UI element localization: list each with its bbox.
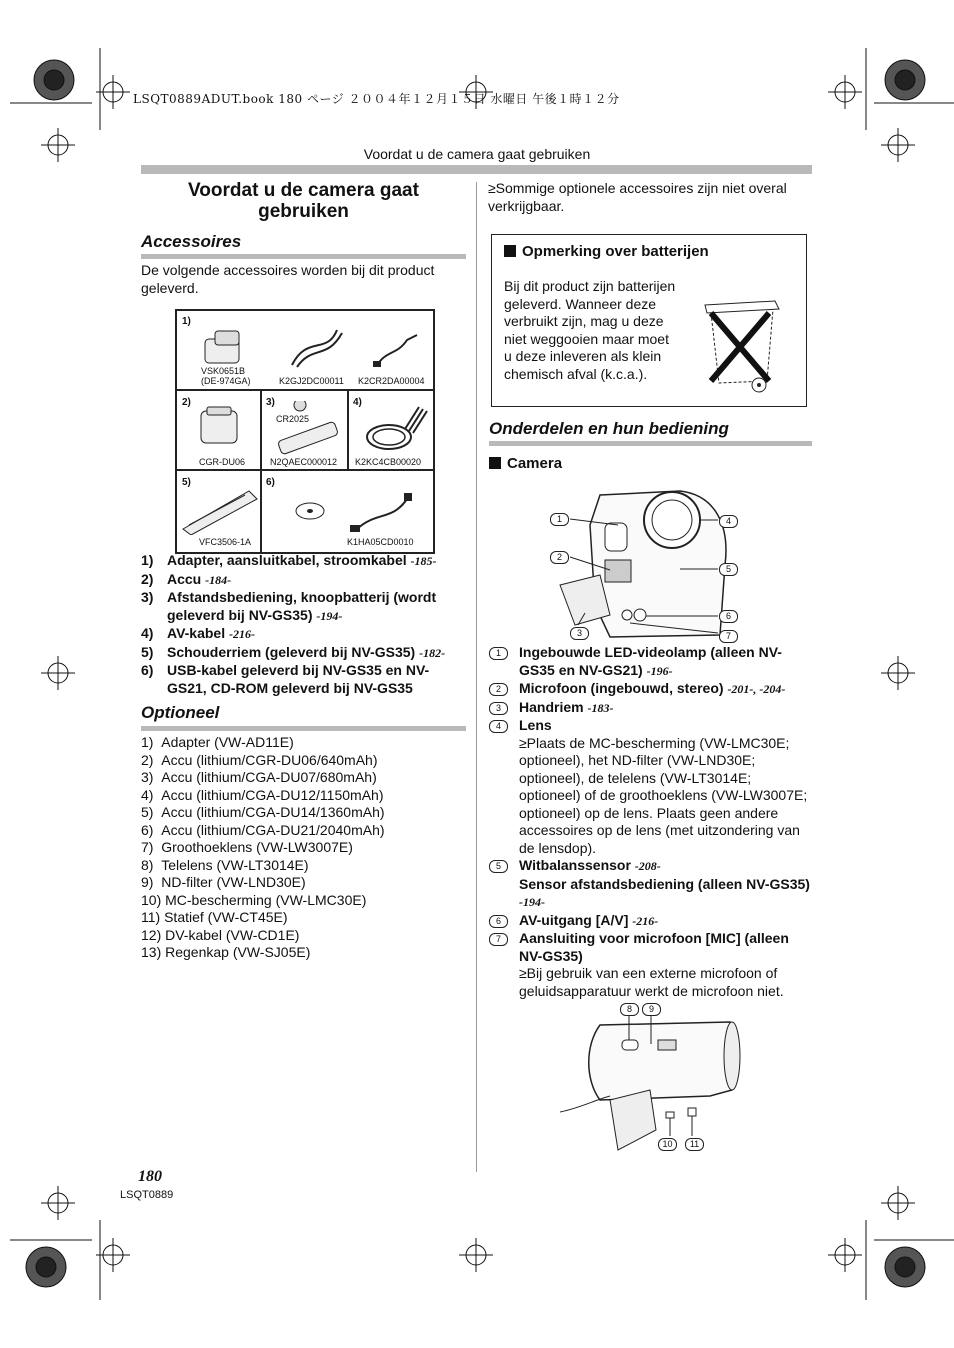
- accessories-figure: [175, 309, 435, 554]
- item-number: 6): [141, 662, 154, 678]
- list-item: [489, 912, 812, 931]
- list-item: 4) Accu (lithium/CGA-DU12/1150mAh): [141, 786, 384, 803]
- page-ref: -185-: [410, 554, 437, 568]
- callout-8: 8: [620, 1003, 639, 1016]
- page-ref: -216-: [229, 627, 255, 641]
- cell-number: 5): [182, 477, 191, 488]
- page-ref: -182-: [419, 645, 446, 660]
- usb-cable-cdrom-illustration: [282, 491, 432, 536]
- item-number: 2): [141, 570, 154, 587]
- accessory-code: CR2025: [276, 414, 310, 424]
- accessories-heading-bar: [141, 254, 466, 259]
- column-divider: [476, 182, 477, 1172]
- cell-number: 2): [182, 397, 191, 408]
- callout-9: 9: [642, 1003, 661, 1016]
- parts-list: [489, 644, 812, 1000]
- callout-11: 11: [685, 1138, 704, 1151]
- page-title: Voordat u de camera gaat gebruiken: [188, 180, 419, 222]
- accessory-code: K2CR2DA00004: [358, 376, 425, 386]
- item-number: 3: [489, 702, 508, 715]
- optional-heading: Optioneel: [141, 703, 220, 722]
- battery-note-text: Bij dit product zijn batterijen geleverd. Wanneer deze verbruikt zijn, mag u deze niet weggooien maar moet u deze inleveren als klein chemisch afval (k.c.a.).: [504, 278, 676, 382]
- shoulder-strap-illustration: [179, 485, 259, 535]
- list-item: 8) Telelens (VW-LT3014E): [141, 856, 309, 873]
- page-ref: -208-: [634, 859, 661, 873]
- item-text: Adapter, aansluitkabel, stroomkabel: [167, 552, 411, 568]
- callout-7: 7: [719, 630, 738, 643]
- item-text: Schouderriem (geleverd bij NV-GS35): [167, 643, 420, 660]
- accessory-code: K2GJ2DC00011: [279, 376, 344, 386]
- callout-10: 10: [658, 1138, 677, 1151]
- item-text: AV-kabel: [167, 625, 229, 641]
- callout-5: 5: [719, 563, 738, 576]
- camera-front-diagram: [540, 485, 750, 645]
- mic-note: ≥Bij gebruik van een externe microfoon of geluidsapparatuur werkt de microfoon niet.: [519, 965, 784, 999]
- camera-side-diagram: [560, 1000, 750, 1160]
- document-code: LSQT0889: [120, 1189, 174, 1201]
- item-text: Aansluiting voor microfoon [MIC] (alleen NV-GS35): [519, 930, 789, 964]
- list-item: 6) Accu (lithium/CGA-DU21/2040mAh): [141, 821, 385, 838]
- list-item: [489, 857, 812, 876]
- square-bullet-icon: [504, 245, 516, 257]
- callout-6: 6: [719, 610, 738, 623]
- page-ref: -216-: [632, 913, 659, 928]
- cell-number: 4): [353, 397, 362, 408]
- accessory-cell-5: [176, 470, 261, 553]
- accessory-cell-4: [348, 390, 434, 470]
- page-ref: -194-: [519, 895, 545, 909]
- parts-heading-bar: [489, 441, 812, 446]
- page-number: 180: [138, 1168, 162, 1185]
- accessory-code: N2QAEC000012: [270, 457, 338, 467]
- callout-4: 4: [719, 515, 738, 528]
- accessory-code: VSK0651B (DE-974GA): [201, 366, 251, 386]
- camera-side-illustration: [560, 1000, 750, 1160]
- list-item: 13) Regenkap (VW-SJ05E): [141, 944, 311, 960]
- list-item: [141, 625, 466, 644]
- crossed-out-bin-icon: [697, 293, 787, 395]
- page-ref: -184-: [205, 572, 232, 587]
- callout-1: 1: [550, 513, 569, 526]
- item-text: Microfoon (ingebouwd, stereo): [519, 680, 728, 696]
- battery-note-box: [491, 234, 807, 407]
- item-number: 5: [489, 860, 508, 873]
- availability-note: ≥Sommige optionele accessoires zijn niet overal verkrijgbaar.: [488, 180, 787, 214]
- camera-front-illustration: [540, 485, 750, 645]
- item-text: AV-uitgang [A/V]: [519, 911, 633, 928]
- parts-heading: Onderdelen en hun bediening: [489, 419, 729, 438]
- item-text: Ingebouwde LED-videolamp (alleen NV-GS35 en NV-GS21): [519, 644, 782, 678]
- item-text: Lens: [519, 717, 552, 733]
- accessory-code: VFC3506-1A: [199, 537, 252, 547]
- page-ref: -183-: [587, 700, 614, 715]
- item-number: 7: [489, 933, 508, 946]
- page-ref: -196-: [646, 663, 673, 678]
- list-item: [141, 571, 466, 590]
- item-text: Sensor afstandsbediening (alleen NV-GS35): [519, 875, 810, 892]
- list-item: 1) Adapter (VW-AD11E): [141, 734, 294, 750]
- cell-number: 1): [182, 316, 191, 327]
- list-item: [141, 644, 466, 663]
- item-text: USB-kabel geleverd bij NV-GS35 en NV-GS21, CD-ROM geleverd bij NV-GS35: [167, 662, 430, 696]
- remote-control-illustration: [274, 401, 344, 456]
- item-number: 2: [489, 683, 508, 696]
- page-ref: -201-, -204-: [727, 682, 786, 696]
- lens-note: ≥Plaats de MC-bescherming (VW-LMC30E; optioneel), het ND-filter (VW-LND30E; optioneel), de telelens (VW-LT3014E; optioneel) of de groothoeklens (VW-LW3007E; optioneel) op de lens. Plaats geen andere accessoires op de lens (met uitzondering van de lensdop).: [519, 734, 808, 856]
- callout-2: 2: [550, 551, 569, 564]
- list-item: 9) ND-filter (VW-LND30E): [141, 874, 306, 890]
- print-info-line: LSQT0889ADUT.book 180 ページ ２００４年１２月１５日 水曜日 午後１時１２分: [133, 92, 620, 106]
- item-text: Handriem: [519, 698, 588, 715]
- accessory-cell-1: [176, 310, 434, 390]
- item-number: 5): [141, 643, 154, 660]
- item-text: Afstandsbediening, knoopbatterij (wordt geleverd bij NV-GS35): [167, 589, 437, 623]
- list-item: 12) DV-kabel (VW-CD1E): [141, 926, 300, 943]
- item-number: 1: [489, 647, 508, 660]
- list-item: 3) Accu (lithium/CGA-DU07/680mAh): [141, 769, 377, 785]
- accessory-cell-3: [261, 390, 348, 470]
- list-item: [489, 717, 812, 735]
- accessory-code: K1HA05CD0010: [347, 537, 414, 547]
- accessories-intro: De volgende accessoires worden bij dit product geleverd.: [141, 262, 435, 296]
- accessories-list: [141, 552, 466, 697]
- sensor-item: [489, 876, 812, 912]
- accessories-heading: Accessoires: [141, 232, 242, 251]
- battery-illustration: [195, 405, 245, 450]
- square-bullet-icon: [489, 457, 501, 469]
- list-item: [489, 930, 812, 965]
- item-number: 1): [141, 552, 154, 568]
- list-item: [489, 699, 812, 718]
- optional-heading-bar: [141, 726, 466, 731]
- accessory-code: CGR-DU06: [199, 457, 246, 467]
- battery-note-heading: [504, 243, 709, 260]
- item-number: 6: [489, 915, 508, 928]
- callout-3: 3: [570, 627, 589, 640]
- item-text: Witbalanssensor: [519, 857, 635, 873]
- list-item: 11) Statief (VW-CT45E): [141, 909, 288, 925]
- camera-subheading: [489, 455, 562, 472]
- list-item: 5) Accu (lithium/CGA-DU14/1360mAh): [141, 804, 385, 820]
- list-item: 2) Accu (lithium/CGR-DU06/640mAh): [141, 751, 378, 768]
- list-item: [141, 662, 466, 697]
- running-head: Voordat u de camera gaat gebruiken: [363, 146, 591, 162]
- camera-label: Camera: [507, 455, 563, 472]
- header-bar: [141, 165, 812, 174]
- accessory-cell-6: [261, 470, 434, 553]
- list-item: [141, 552, 466, 571]
- cell-number: 6): [266, 477, 275, 488]
- list-item: 10) MC-bescherming (VW-LMC30E): [141, 891, 367, 908]
- cell-number: 3): [266, 397, 275, 408]
- av-cable-illustration: [357, 399, 431, 455]
- list-item: [141, 589, 466, 625]
- accessory-cell-2: [176, 390, 261, 470]
- optional-list: [141, 734, 466, 962]
- item-number: 4: [489, 720, 508, 733]
- battery-note-title: Opmerking over batterijen: [522, 243, 709, 260]
- item-number: 4): [141, 625, 154, 641]
- list-item: 7) Groothoeklens (VW-LW3007E): [141, 839, 353, 855]
- page-ref: -194-: [316, 608, 343, 623]
- item-text: Accu: [167, 570, 206, 587]
- item-number: 3): [141, 589, 154, 605]
- list-item: [489, 644, 812, 680]
- list-item: [489, 680, 812, 699]
- accessory-code: K2KC4CB00020: [355, 457, 422, 467]
